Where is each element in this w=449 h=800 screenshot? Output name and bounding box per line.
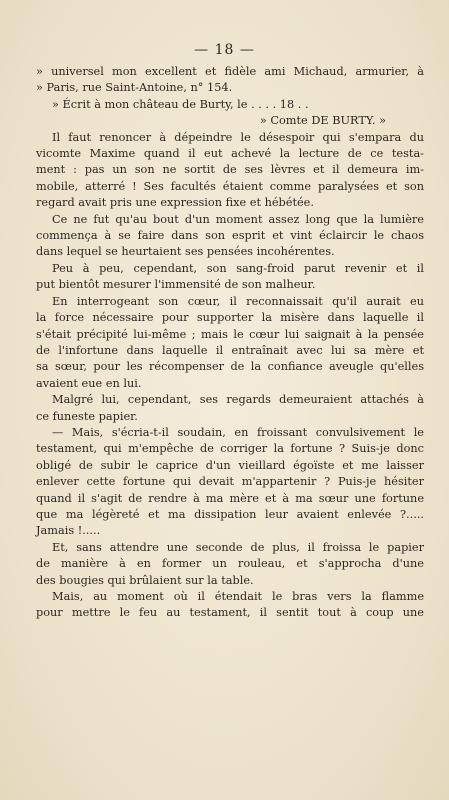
text-line: pour mettre le feu au testament, il sentit tout à coup une xyxy=(36,606,424,620)
text-line: put bientôt mesurer l'immensité de son malheur. xyxy=(36,278,316,292)
text-line: enlever cette fortune qui devait m'appartenir ? Puis-je hésiter xyxy=(36,475,424,489)
text-line: mobile, atterré ! Ses facultés étaient comme paralysées et son xyxy=(36,179,424,193)
text-line: obligé de subir le caprice d'un vieillard égoïste et me laisser xyxy=(36,458,424,472)
text-line: ment : pas un son ne sortit de ses lèvres et il demeura im- xyxy=(36,163,424,177)
text-line: Ce ne fut qu'au bout d'un moment assez long que la lumière xyxy=(52,212,424,226)
body-text xyxy=(36,64,424,622)
text-line: quand il s'agit de rendre à ma mère et à ma sœur une fortune xyxy=(36,491,424,505)
text-line: Jamais !..... xyxy=(36,524,101,538)
text-line: En interrogeant son cœur, il reconnaissait qu'il aurait eu xyxy=(52,294,424,308)
text-line: » Comte DE BURTY. » xyxy=(259,114,386,128)
text-line: » universel mon excellent et fidèle ami Michaud, armurier, à xyxy=(36,65,424,78)
text-line: regard avait pris une expression fixe et hébétée. xyxy=(36,196,314,210)
text-line: que ma légèreté et ma dissipation leur avaient enlevée ?..... xyxy=(36,507,424,521)
text-line: sa sœur, pour les récompenser de la confiance aveugle qu'elles xyxy=(36,360,424,374)
text-line: avaient eue en lui. xyxy=(36,376,142,390)
text-line: Peu à peu, cependant, son sang-froid parut revenir et il xyxy=(52,261,424,275)
text-line: la force nécessaire pour supporter la misère dans laquelle il xyxy=(36,311,424,325)
text-line: commença à se faire dans son esprit et vint éclaircir le chaos xyxy=(36,229,424,243)
text-line: Mais, au moment où il étendait le bras vers la flamme xyxy=(52,590,424,603)
text-line: Et, sans attendre une seconde de plus, il froissa le papier xyxy=(52,540,424,554)
text-line: dans lequel se heurtaient ses pensées incohérentes. xyxy=(36,245,335,259)
text-line: » Écrit à mon château de Burty, le . . . . 18 . . xyxy=(52,97,309,111)
text-line: de manière à en former un rouleau, et s'approcha d'une xyxy=(36,557,424,571)
text-line: vicomte Maxime quand il eut achevé la lecture de ce testa- xyxy=(36,147,424,161)
text-line: Il faut renoncer à dépeindre le désespoir qui s'empara du xyxy=(52,130,424,144)
page-number: — 18 — xyxy=(194,42,255,58)
text-line: Malgré lui, cependant, ses regards demeuraient attachés à xyxy=(52,393,424,407)
text-line: » Paris, rue Saint-Antoine, n° 154. xyxy=(36,81,233,95)
text-line: testament, qui m'empêche de corriger la fortune ? Suis-je donc xyxy=(36,442,424,456)
text-line: ce funeste papier. xyxy=(36,409,138,423)
text-line: s'était précipité lui-même ; mais le cœur lui saignait à la pensée xyxy=(36,327,424,341)
text-line: de l'infortune dans laquelle il entraînait avec lui sa mère et xyxy=(36,343,424,357)
text-line: — Mais, s'écria-t-il soudain, en froissant convulsivement le xyxy=(52,425,424,439)
text-line: des bougies qui brûlaient sur la table. xyxy=(36,573,254,587)
